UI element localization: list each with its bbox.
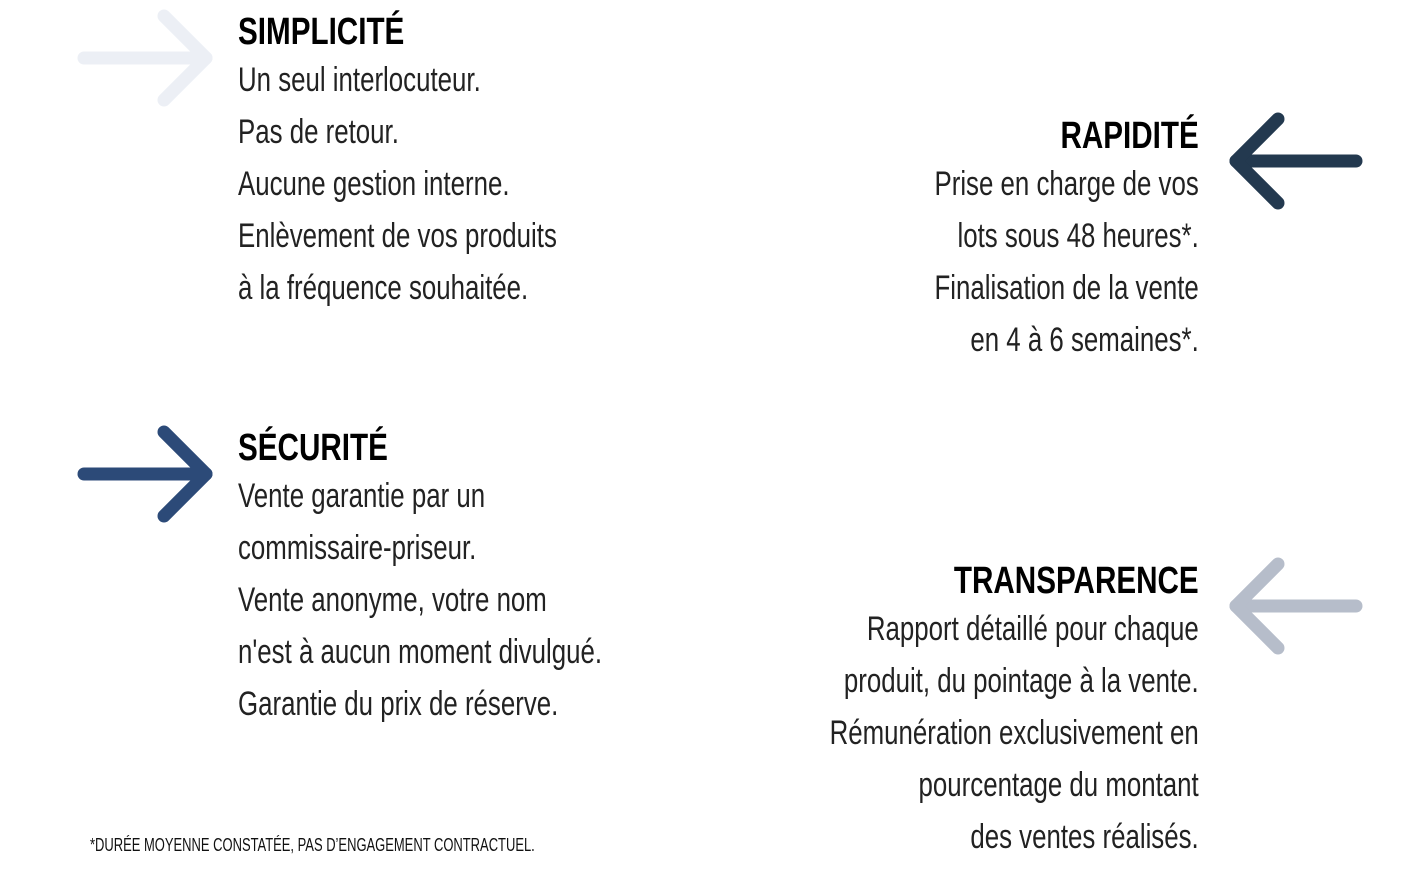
footnote: *DURÉE MOYENNE CONSTATÉE, PAS D’ENGAGEMENT CONTRACTUEL. — [90, 835, 535, 855]
arrow-right-icon — [76, 424, 216, 524]
securite-line: Vente anonyme, votre nom — [238, 581, 547, 619]
securite-line: Vente garantie par un — [238, 477, 486, 515]
rapidite-line: Prise en charge de vos — [934, 165, 1199, 203]
securite-section — [238, 426, 717, 730]
transparence-line: des ventes réalisés. — [970, 818, 1199, 856]
rapidite-line: Finalisation de la vente — [934, 269, 1199, 307]
transparence-lines — [713, 603, 1199, 863]
arrow-right-shape — [84, 16, 206, 100]
simplicite-title: SIMPLICITÉ — [238, 11, 405, 53]
simplicite-lines — [238, 54, 658, 314]
transparence-line: Rémunération exclusivement en — [829, 714, 1199, 752]
securite-line: n'est à aucun moment divulgué. — [238, 633, 603, 671]
securite-lines — [238, 470, 717, 730]
arrow-left-icon — [1224, 111, 1364, 211]
simplicite-line: Pas de retour. — [238, 113, 399, 151]
transparence-title: TRANSPARENCE — [954, 560, 1199, 602]
transparence-line: Rapport détaillé pour chaque — [867, 610, 1199, 648]
rapidite-line: en 4 à 6 semaines*. — [970, 321, 1199, 359]
arrow-left-shape — [1236, 564, 1356, 648]
rapidite-lines — [851, 158, 1199, 366]
rapidite-title: RAPIDITÉ — [1060, 115, 1199, 157]
securite-title: SÉCURITÉ — [238, 427, 388, 469]
simplicite-line: Aucune gestion interne. — [238, 165, 510, 203]
transparence-section — [713, 559, 1199, 863]
arrow-right-shape — [84, 432, 206, 516]
securite-line: commissaire-priseur. — [238, 529, 477, 567]
transparence-line: pourcentage du montant — [918, 766, 1199, 804]
rapidite-line: lots sous 48 heures*. — [957, 217, 1199, 255]
simplicite-line: Enlèvement de vos produits — [238, 217, 557, 255]
arrow-right-icon — [76, 8, 216, 108]
transparence-line: produit, du pointage à la vente. — [844, 662, 1199, 700]
rapidite-section — [851, 114, 1199, 366]
simplicite-section — [238, 10, 658, 314]
simplicite-line: Un seul interlocuteur. — [238, 61, 481, 99]
simplicite-line: à la fréquence souhaitée. — [238, 269, 529, 307]
securite-line: Garantie du prix de réserve. — [238, 685, 559, 723]
arrow-left-icon — [1224, 556, 1364, 656]
arrow-left-shape — [1236, 119, 1356, 203]
